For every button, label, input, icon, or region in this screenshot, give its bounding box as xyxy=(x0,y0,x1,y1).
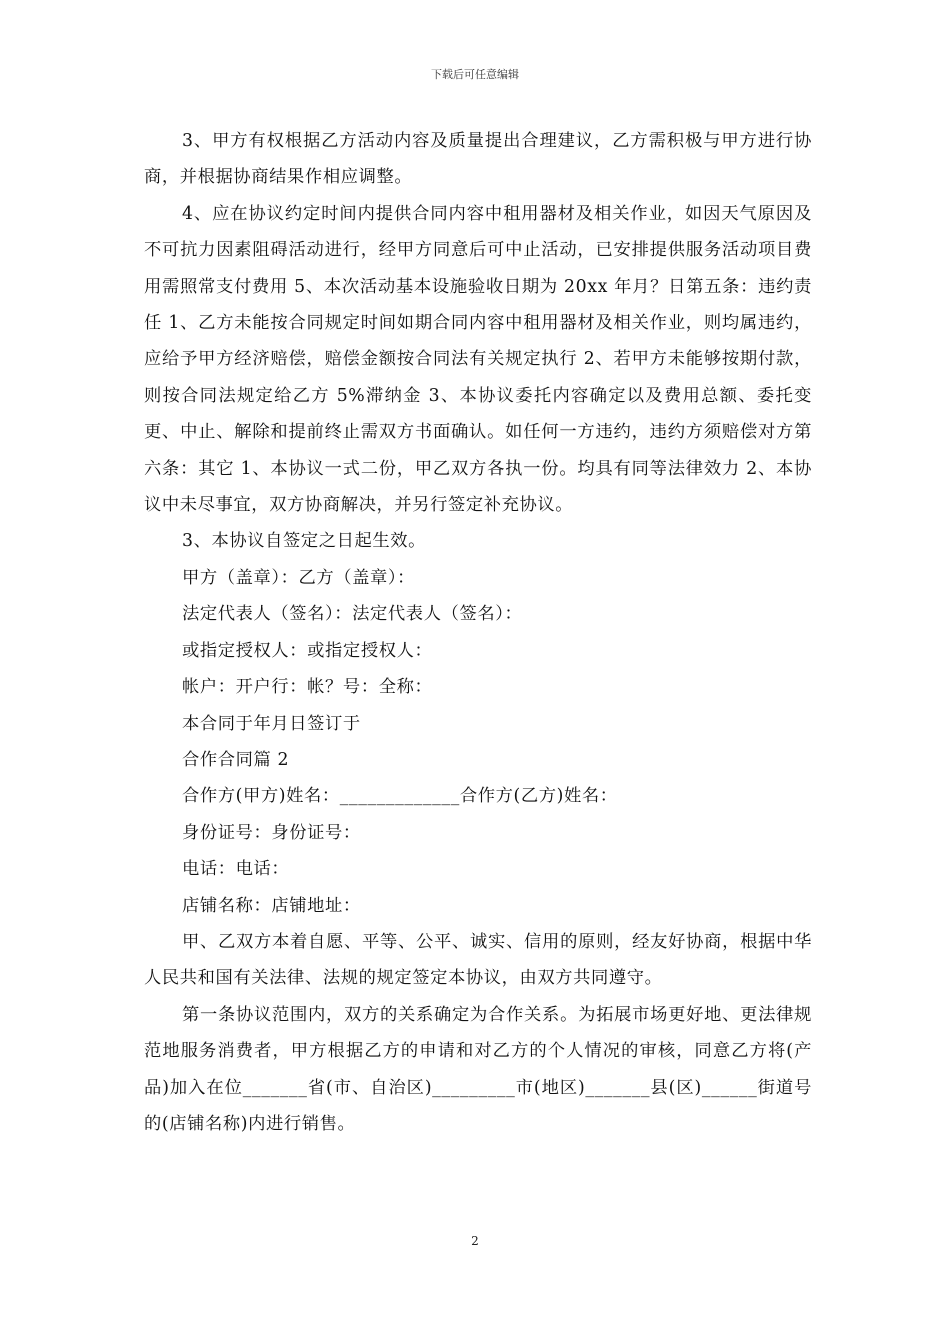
line-shop: 店铺名称：店铺地址： xyxy=(182,895,361,916)
paragraph-principles: 甲、乙双方本着自愿、平等、公平、诚实、信用的原则，经友好协商，根据中华人民共和国有关法律、法规的规定签定本协议，由双方共同遵守。 xyxy=(144,931,812,989)
page-number: 2 xyxy=(471,1234,479,1248)
line-id-numbers: 身份证号：身份证号： xyxy=(182,822,361,843)
section-title: 合作合同篇 2 xyxy=(182,749,290,770)
paragraph-clause-3: 3、甲方有权根据乙方活动内容及质量提出合理建议，乙方需积极与甲方进行协商，并根据协商结果作相应调整。 xyxy=(144,131,812,188)
document-body xyxy=(144,123,812,1142)
line-seal: 甲方（盖章）：乙方（盖章）： xyxy=(182,567,416,588)
line-party-names: 合作方(甲方)姓名：_____________合作方(乙方)姓名： xyxy=(182,786,618,807)
line-account: 帐户：开户行：帐？号：全称： xyxy=(182,677,433,698)
paragraph-clause-4: 4、应在协议约定时间内提供合同内容中租用器材及相关作业，如因天气原因及不可抗力因素阻碍活动进行，经甲方同意后可中止活动，已安排提供服务活动项目费用需照常支付费用 5、本次活动基本设施验收日期为 20xx 年月？日第五条：违约责任 1、乙方未能按合同规定时间如期合同内容中租用器材及相关作业，则均属违约，应给予甲方经济赔偿，赔偿金额按合同法有关规定执行 2、若甲方未能够按期付款，则按合同法规定给乙方 5%滞纳金 3、本协议委托内容确定以及费用总额、委托变更、中止、解除和提前终止需双方书面确认。如任何一方违约，违约方须赔偿对方第六条：其它 1、本协议一式二份，甲乙双方各执一份。均具有同等法律效力 2、本协议中未尽事宜，双方协商解决，并另行签定补充协议。 xyxy=(144,203,812,516)
paragraph-article-1: 第一条协议范围内，双方的关系确定为合作关系。为拓展市场更好地、更法律规范地服务消费者，甲方根据乙方的申请和对乙方的个人情况的审核，同意乙方将(产品)加入在位_______省(市、自治区)_________市(地区)_______县(区)______街道号的(店铺名称)内进行销售。 xyxy=(144,1004,812,1134)
line-phones: 电话：电话： xyxy=(182,859,290,880)
paragraph-effective: 3、本协议自签定之日起生效。 xyxy=(182,531,427,552)
line-legal-rep: 法定代表人（签名）：法定代表人（签名）： xyxy=(182,604,523,625)
page-header: 下载后可任意编辑 xyxy=(431,68,519,81)
line-signed-date: 本合同于年月日签订于 xyxy=(182,713,361,734)
line-authorized: 或指定授权人：或指定授权人： xyxy=(182,640,433,661)
